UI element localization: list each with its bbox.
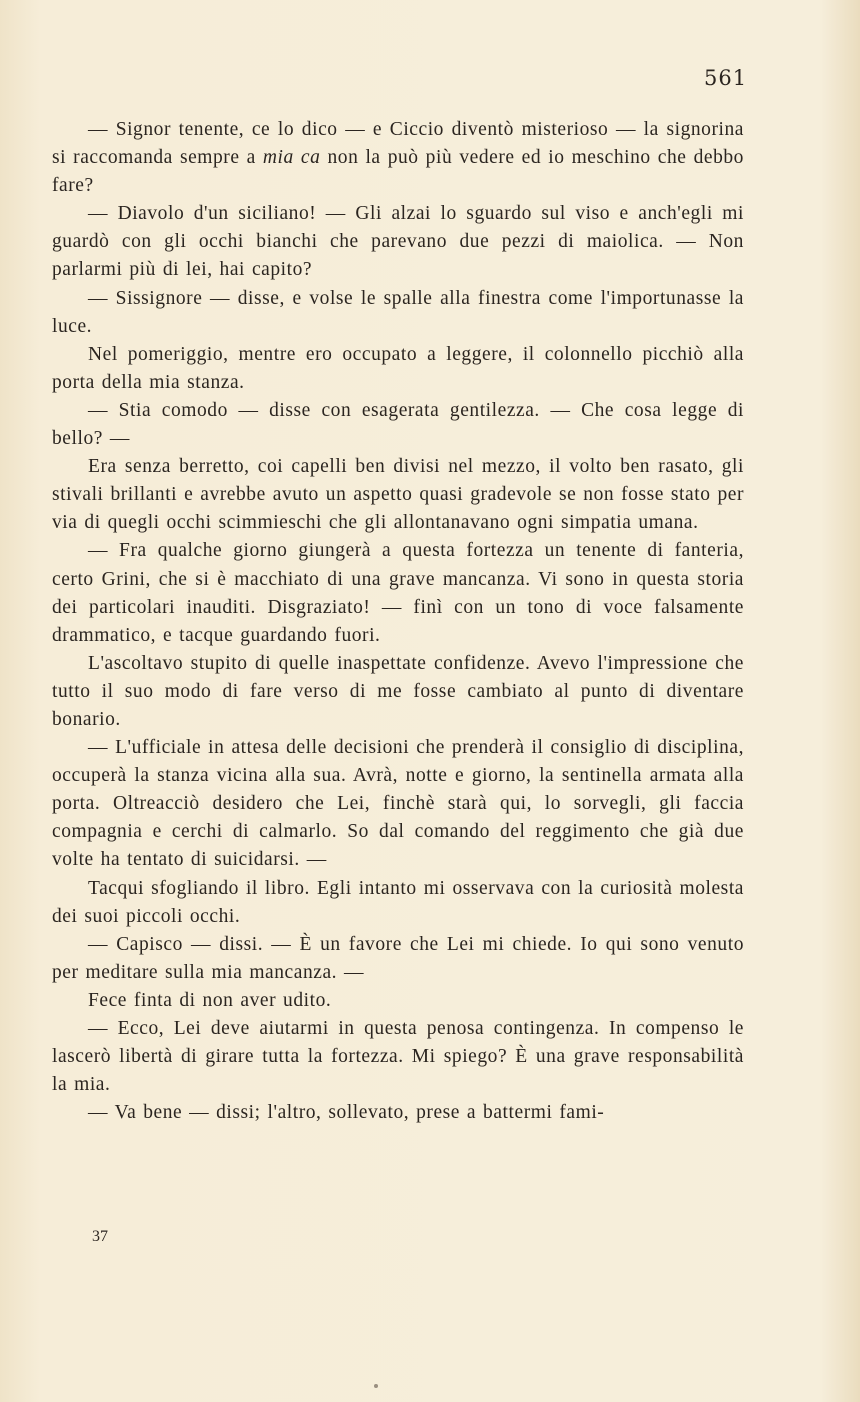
paragraph-7: — Fra qualche giorno giungerà a questa fortezza un tenente di fanteria, certo Grini, che si è macchiato di una grave mancanza. Vi sono in questa storia dei particolari inauditi. Disgraziato! — finì con un tono di voce falsamente drammatico, e tacque guardando fuori.	[52, 540, 744, 646]
paragraph-1: — Signor tenente, ce lo dico — e Ciccio diventò misterioso — la signorina si raccomanda sempre a mia ca non la può più vedere ed io meschino che debbo fare?	[52, 119, 744, 197]
page-number: 561	[704, 66, 748, 90]
paragraph-5: — Stia comodo — disse con esagerata gentilezza. — Che cosa legge di bello? —	[52, 399, 744, 450]
paragraph-8: L'ascoltavo stupito di quelle inaspettate confidenze. Avevo l'impressione che tutto il suo modo di fare verso di me fosse cambiato al punto di diventare bonario.	[52, 652, 744, 730]
paragraph-12: Fece finta di non aver udito.	[88, 989, 332, 1011]
paragraph-13: — Ecco, Lei deve aiutarmi in questa penosa contingenza. In compenso le lascerò libertà di girare tutta la fortezza. Mi spiego? È una grave responsabilità la mia.	[52, 1018, 744, 1096]
paragraph-4: Nel pomeriggio, mentre ero occupato a leggere, il colonnello picchiò alla porta della mia stanza.	[52, 343, 744, 393]
paragraph-11: — Capisco — dissi. — È un favore che Lei mi chiede. Io qui sono venuto per meditare sulla mia mancanza. —	[52, 933, 744, 983]
paragraph-14: — Va bene — dissi; l'altro, sollevato, prese a battermi fami-	[88, 1102, 605, 1124]
paragraph-9: — L'ufficiale in attesa delle decisioni che prenderà il consiglio di disciplina, occuperà la stanza vicina alla sua. Avrà, notte e giorno, la sentinella armata alla porta. Oltreacciò desidero che Lei, finchè starà qui, lo sorvegli, gli faccia compagnia e cerchi di calmarlo. So dal comando del reggimento che già due volte ha tentato di suicidarsi. —	[52, 737, 744, 871]
paragraph-6: Era senza berretto, coi capelli ben divisi nel mezzo, il volto ben rasato, gli stivali brillanti e avrebbe avuto un aspetto quasi gradevole se non fosse stato per via di quegli occhi scimmieschi che gli allontanavano ogni simpatia umana.	[52, 456, 744, 534]
paragraph-10: Tacqui sfogliando il libro. Egli intanto mi osservava con la curiosità molesta dei suoi piccoli occhi.	[52, 877, 744, 927]
paper-speck	[374, 1384, 378, 1388]
paragraph-3: — Sissignore — disse, e volse le spalle alla finestra come l'importunasse la luce.	[52, 287, 744, 337]
italic-phrase: mia ca	[262, 147, 321, 169]
signature-mark: 37	[92, 1228, 108, 1245]
paragraph-2: — Diavolo d'un siciliano! — Gli alzai lo sguardo sul viso e anch'egli mi guardò con gli occhi bianchi che parevano due pezzi di maiolica. — Non parlarmi più di lei, hai capito?	[52, 203, 744, 281]
body-text	[52, 116, 744, 1127]
